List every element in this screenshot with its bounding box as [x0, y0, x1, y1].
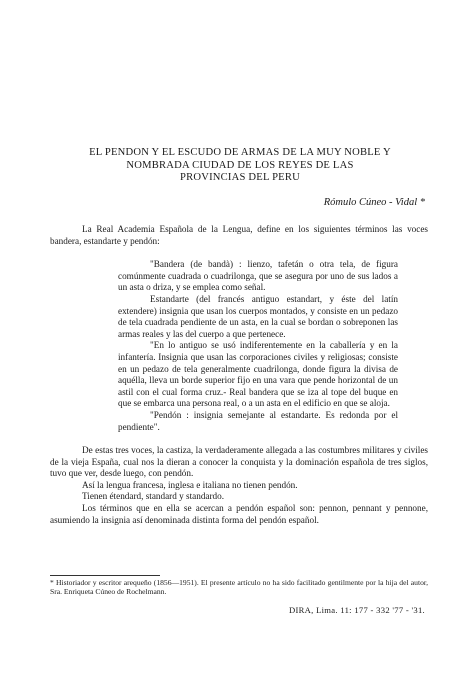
intro-paragraph: La Real Academia Española de la Lengua, define en los siguientes términos las voces bandera, estandarte y pendón:	[50, 224, 428, 246]
definition-bandera: "Bandera (de bandà) : lienzo, tafetán o otra tela, de figura comúnmente cuadrada o cuadrilonga, que se asegura por uno de sus lados a un asta o driza, y se emplea como señal.	[118, 259, 398, 293]
definition-pendon: "Pendón : insignia semejante al estandarte. Es redonda por el pendiente".	[118, 409, 398, 432]
definition-estandarte: Estandarte (del francés antiguo estandart, y éste del latín extendere) insignia que usan los cuerpos montados, y consiste en un pedazo de tela cuadrada pendiente de un asta, en la cual se bordan o sobreponen las armas reales y las del cuerpo a que pertenece.	[118, 293, 398, 339]
footnote-divider	[50, 575, 160, 576]
definition-estandarte-cont: "En lo antiguo se usó indiferentemente en la caballería y en la infantería. Insignia que usan las corporaciones civiles y religiosas; consiste en un pedazo de tela generalmente cuadrilonga, donde figura la divisa de aquélla, lleva un borde superior fijo en una vara que pende horizontal de un astil con el cual forma cruz.- Real bandera que se iza al tope del buque en que se embarca una persona real, o a un asta en el edificio en que se aloja.	[118, 340, 398, 409]
title-line-1: EL PENDON Y EL ESCUDO DE ARMAS DE LA MUY NOBLE Y	[89, 147, 391, 158]
body-paragraph: Tienen étendard, standard y standardo.	[82, 491, 225, 502]
page-folio: DIRA, Lima. 11: 177 - 332 '77 - '31.	[288, 605, 425, 615]
body-paragraph: Así la lengua francesa, inglesa e italiana no tienen pendón.	[82, 479, 298, 490]
title-line-3: PROVINCIAS DEL PERU	[180, 172, 300, 183]
footnote: * Historiador y escritor arequeño (1856—1951). El presente artículo no ha sido facilitado gentilmente por la hija del autor, Sra. Enriqueta Cúneo de Rochelmann.	[50, 578, 428, 597]
article-title	[50, 147, 430, 185]
title-line-2: NOMBRADA CIUDAD DE LOS REYES DE LAS	[126, 159, 354, 171]
author-name: Rómulo Cúneo - Vidal *	[323, 197, 425, 208]
body-paragraph: De estas tres voces, la castiza, la verdaderamente allegada a las costumbres militares y civiles de la vieja España, cual nos la dieran a conocer la conquista y la dominación española de tres siglos, tuvo que ver, desde luego, con pendón.	[50, 445, 428, 479]
body-paragraph: Los términos que en ella se acercan a pendón español son: pennon, pennant y pennone, asumiendo la insignia así denominada distinta forma del pendón español.	[50, 503, 428, 525]
article-body	[50, 224, 428, 526]
